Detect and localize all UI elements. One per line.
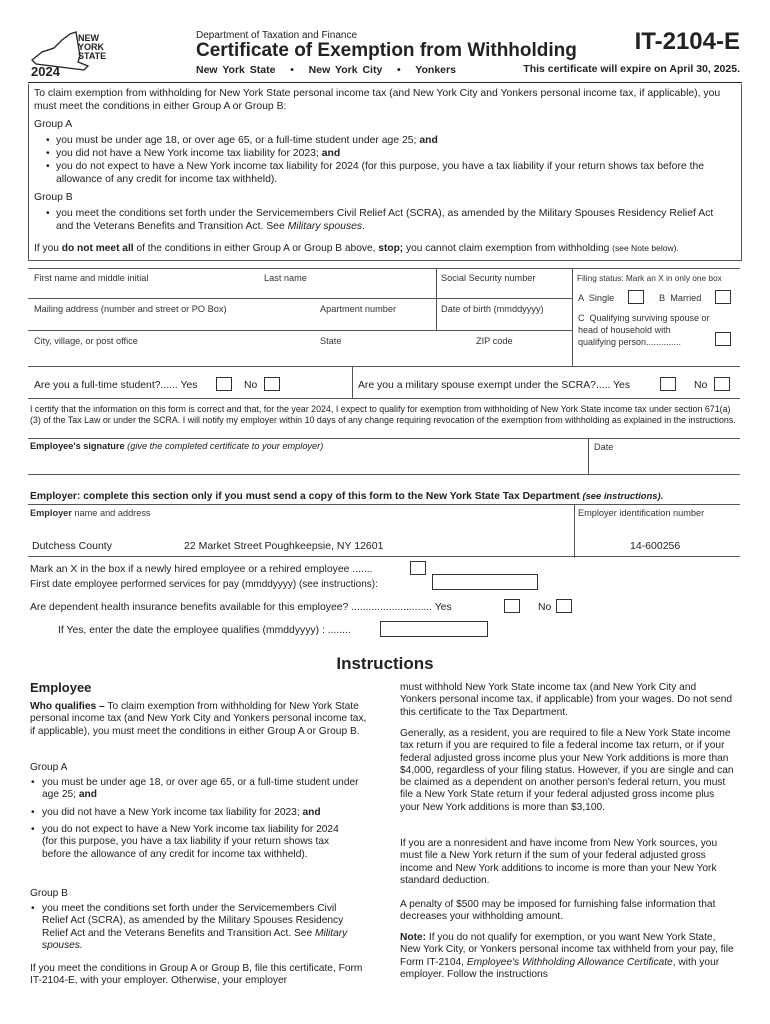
ins-left-end: If you meet the conditions in Group A or Group B, file this certificate, Form IT-2104-E, with your employer. Otherwise, your employer xyxy=(30,963,363,987)
health-no-checkbox[interactable] xyxy=(556,599,572,613)
student-yes-checkbox[interactable] xyxy=(216,377,232,391)
student-military-divider xyxy=(352,366,353,398)
employer-address-value[interactable]: 22 Market Street Poughkeepsie, NY 12601 xyxy=(184,540,384,552)
ins-a1: • you must be under age 18, or over age 65, or a full-time student under age 25; and xyxy=(31,777,359,801)
health-yes-checkbox[interactable] xyxy=(504,599,520,613)
status-qss-label: C Qualifying surviving spouse or head of household with qualifying person.............. xyxy=(578,313,713,347)
ins-note: Note: If you do not qualify for exemption, or you want New York State, New York City, or Yonkers personal income tax withheld from your pay, file Form IT-2104, Employee's Withholding Allowance Certificate, with your employer. Follow the instructions xyxy=(400,932,734,980)
military-question: Are you a military spouse exempt under the SCRA?..... Yes xyxy=(358,380,631,391)
qualify-date-input[interactable] xyxy=(380,621,488,637)
grid-rule-4 xyxy=(28,366,740,367)
employer-name-label: Employer name and address xyxy=(30,508,151,518)
qualify-date-question: If Yes, enter the date the employee qualifies (mmddyyyy) : ........ xyxy=(58,625,351,636)
nys-logo xyxy=(28,26,118,80)
signature-date-divider xyxy=(588,438,589,474)
status-single-label: A Single xyxy=(578,293,615,303)
first-name-field[interactable]: First name and middle initial xyxy=(34,273,149,283)
employee-heading: Employee xyxy=(30,680,92,695)
health-question: Are dependent health insurance benefits available for this employee? ............................ Yes xyxy=(30,602,452,613)
zip-field[interactable]: ZIP code xyxy=(476,336,513,346)
group-a-item-2: • you did not have a New York income tax liability for 2023; and xyxy=(46,148,341,159)
employer-bottom-rule xyxy=(28,556,740,557)
group-a-item-1: • you must be under age 18, or over age 65, or a full-time student under age 25; and xyxy=(46,135,438,146)
filing-status-label: Filing status: Mark an X in only one box xyxy=(577,273,722,283)
who-qualifies: Who qualifies – To claim exemption from withholding for New York State personal income tax (and New York City and Yonkers personal income tax, if applicable), you must meet the conditions in either Group A or Group B. xyxy=(30,701,367,737)
instructions-title: Instructions xyxy=(336,654,434,673)
employer-top-rule xyxy=(28,504,740,505)
group-a-item-3: • you do not expect to have a New York income tax liability for 2024 (for this purpose, you have a tax liability if your return shows tax before the allowance of any credit for income tax withheld). xyxy=(46,161,705,185)
new-hire-question: Mark an X in the box if a newly hired employee or a rehired employee ....... xyxy=(30,564,373,575)
status-married-label: B Married xyxy=(659,293,702,303)
ein-value[interactable]: 14-600256 xyxy=(630,540,681,552)
student-question: Are you a full-time student?...... Yes xyxy=(34,380,198,391)
cert-rule xyxy=(28,438,740,439)
student-no-label: No xyxy=(244,380,258,391)
ins-group-b: Group B xyxy=(30,888,68,899)
status-qss-checkbox[interactable] xyxy=(715,332,731,346)
ins-r4: A penalty of $500 may be imposed for furnishing false information that decreases your withholding amount. xyxy=(400,899,716,923)
first-date-input[interactable] xyxy=(432,574,538,590)
ins-r3: If you are a nonresident and have income from New York sources, you must file a New York return if the sum of your federal adjusted gross income and New York additions to income is more than your New York standard deduction. xyxy=(400,838,718,886)
apartment-field[interactable]: Apartment number xyxy=(320,304,397,314)
student-no-checkbox[interactable] xyxy=(264,377,280,391)
certification-text: I certify that the information on this form is correct and that, for the year 2024, I expect to qualify for exemption from withholding of New York State income tax under section 671(a)(3) of the Tax Law or under the SCRA. I will notify my employer within 10 days of any change requiring revocation of the exemption from withholding as explained in the instructions. xyxy=(30,404,736,425)
last-name-field[interactable]: Last name xyxy=(264,273,307,283)
grid-rule-2 xyxy=(28,298,572,299)
expiry-notice: This certificate will expire on April 30, 2025. xyxy=(523,63,740,75)
city-field[interactable]: City, village, or post office xyxy=(34,336,138,346)
employer-name-value[interactable]: Dutchess County xyxy=(32,540,112,552)
group-b-item: • you meet the conditions set forth under the Servicemembers Civil Relief Act (SCRA), as amended by the Military Spouses Residency Relief Act and the Veterans Benefits and Transition Act. See Military spouses. xyxy=(46,208,714,232)
signature-field[interactable]: Employee's signature (give the completed certificate to your employer) xyxy=(30,441,324,451)
military-yes-checkbox[interactable] xyxy=(660,377,676,391)
grid-top-rule xyxy=(28,268,740,269)
mailing-address-field[interactable]: Mailing address (number and street or PO Box) xyxy=(34,304,227,314)
ins-b1: • you meet the conditions set forth under the Servicemembers Civil Relief Act (SCRA), as amended by the Military Spouses Residency Relief Act and the Veterans Benefits and Transition Act. See Military spouses. xyxy=(31,903,348,951)
first-date-question: First date employee performed services for pay (mmddyyyy) (see instructions): xyxy=(30,579,378,590)
grid-col-2 xyxy=(436,298,437,330)
intro-text: To claim exemption from withholding for New York State personal income tax (and New York City and Yonkers personal income tax, if applicable), you must meet the conditions in either Group A or Group B: xyxy=(34,88,721,112)
grid-col-3 xyxy=(572,268,573,366)
ins-r1: must withhold New York State income tax (and New York City and Yonkers personal income tax, if applicable) from your wages. Do not send this certificate to the Tax Department. xyxy=(400,682,733,718)
grid-bottom-rule xyxy=(28,398,740,399)
group-b-label: Group B xyxy=(34,192,73,203)
grid-col-1 xyxy=(436,268,437,298)
stop-notice: If you do not meet all of the conditions in either Group A or Group B above, stop; you cannot claim exemption from withholding (see Note below). xyxy=(34,243,679,254)
employer-heading: Employer: complete this section only if you must send a copy of this form to the New York State Tax Department (see instructions). xyxy=(30,490,664,502)
employer-ein-divider xyxy=(574,504,575,558)
logo-wordmark: NEW YORK STATE xyxy=(78,33,107,61)
cert-bottom-rule xyxy=(28,474,740,475)
department-name: Department of Taxation and Finance xyxy=(196,30,358,41)
jurisdictions: New York State • New York City • Yonkers xyxy=(196,64,456,76)
ins-r2: Generally, as a resident, you are required to file a New York State income tax return if you are required to file a federal income tax return, or if your federal adjusted gross income plus your New York additions is more than $4,000, regardless of your filing status. However, if you are single and can be claimed as a dependent on another person's federal return, you must file a New York State return if your federal adjusted gross income plus your New York additions is more than $3,100. xyxy=(400,728,734,813)
military-no-label: No xyxy=(694,380,708,391)
ein-label: Employer identification number xyxy=(578,508,705,518)
form-number: IT-2104-E xyxy=(634,28,740,55)
ins-group-a: Group A xyxy=(30,762,68,773)
health-no-label: No xyxy=(538,602,552,613)
grid-rule-3 xyxy=(28,330,572,331)
ins-a3: • you do not expect to have a New York income tax liability for 2024 (for this purpose, you have a tax liability if your return shows tax before the allowance of any credit for income tax withheld). xyxy=(31,824,339,860)
new-hire-checkbox[interactable] xyxy=(410,561,426,575)
status-single-checkbox[interactable] xyxy=(628,290,644,304)
form-title: Certificate of Exemption from Withholding xyxy=(196,40,577,61)
date-field[interactable]: Date xyxy=(594,442,614,452)
header-rule xyxy=(28,82,742,83)
tax-year: 2024 xyxy=(31,64,60,79)
status-married-checkbox[interactable] xyxy=(715,290,731,304)
dob-field[interactable]: Date of birth (mmddyyyy) xyxy=(441,304,544,314)
group-a-label: Group A xyxy=(34,119,73,130)
state-field[interactable]: State xyxy=(320,336,342,346)
ins-a2: • you did not have a New York income tax liability for 2023; and xyxy=(31,807,321,818)
ssn-field[interactable]: Social Security number xyxy=(441,273,536,283)
military-no-checkbox[interactable] xyxy=(714,377,730,391)
